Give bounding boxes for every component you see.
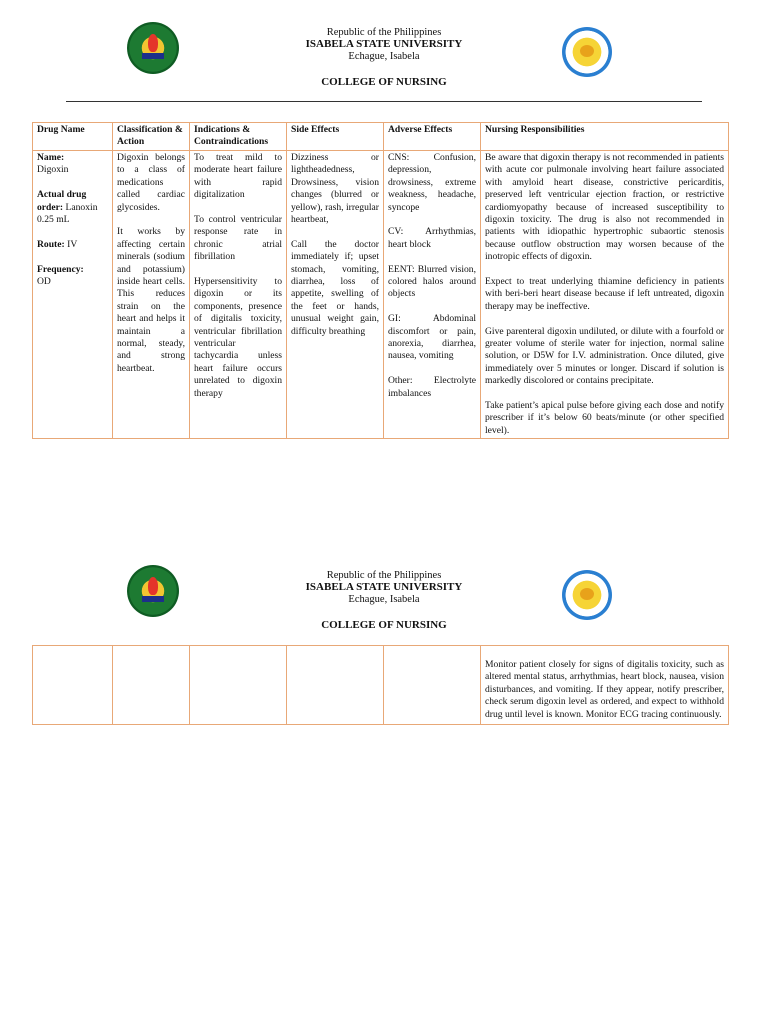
letterhead: [0, 543, 768, 643]
cell-adverse-effects: CNS: Confusion, depression, drowsiness, extreme weakness, headache, syncope CV: Arrhythmias, heart block EENT: Blurred vision, colored halos around objects GI: Abdominal discomfort or pain, anorexia, diarrhea, nausea, vomiting Other: Electrolyte imbalances: [384, 151, 481, 439]
cell-classification: [113, 646, 190, 725]
college-seal-icon: [562, 27, 612, 77]
college-seal-icon: [562, 570, 612, 620]
cell-indications: [190, 646, 287, 725]
republic-line: Republic of the Philippines: [326, 570, 442, 581]
col-drug-name: Drug Name: [33, 123, 113, 151]
university-name: ISABELA STATE UNIVERSITY: [305, 38, 463, 50]
col-adverse-effects: Adverse Effects: [384, 123, 481, 151]
cell-drug-name: [33, 646, 113, 725]
cell-classification: Digoxin belongs to a class of medications called cardiac glycosides. It works by affecting certain minerals (sodium and potassium) inside heart cells. This reduces strain on the heart and helps it maintain a normal, steady, and strong heartbeat.: [113, 151, 190, 439]
college-name: COLLEGE OF NURSING: [321, 76, 447, 88]
drug-order-field: Actual drug order: Lanoxin 0.25 mL: [37, 189, 98, 226]
col-indications: Indications & Contraindications: [190, 123, 287, 151]
location-line: Echague, Isabela: [348, 594, 420, 605]
location-line: Echague, Isabela: [348, 51, 420, 62]
document-page-1: [0, 0, 768, 436]
drug-name-field: Name: Digoxin: [37, 152, 69, 176]
cell-nursing: Monitor patient closely for signs of digitalis toxicity, such as altered mental status, arrhythmias, heart block, nausea, vision disturbances, and vomiting. If they appear, notify prescriber, check serum digoxin level as ordered, and expect to withhold drug until level is known. Monitor ECG tracing continuously.: [481, 646, 729, 725]
republic-line: Republic of the Philippines: [326, 27, 442, 38]
cell-indications: To treat mild to moderate heart failure with rapid digitalization To control ventricular response rate in chronic atrial fibrillation Hypersensitivity to digoxin or its components, presence of digitalis toxicity, ventricular fibrillation ventricular tachycardia unless heart failure occurs unrelated to digoxin therapy: [190, 151, 287, 439]
header-divider: [66, 101, 702, 102]
table-row: [33, 151, 729, 439]
col-side-effects: Side Effects: [287, 123, 384, 151]
college-name: COLLEGE OF NURSING: [321, 619, 447, 631]
cell-side-effects: Dizziness or lightheadedness, Drowsiness, vision changes (blurred or yellow), rash, irregular heartbeat, Call the doctor immediately if; upset stomach, vomiting, diarrhea, loss of appetite, swelling of the feet or hands, unusual weight gain, difficulty breathing: [287, 151, 384, 439]
col-classification: Classification & Action: [113, 123, 190, 151]
drug-study-table-continued: [32, 645, 729, 725]
col-nursing: Nursing Responsibilities: [481, 123, 729, 151]
table-header-row: [33, 123, 729, 151]
cell-drug-name: [33, 151, 113, 439]
frequency-field: Frequency: OD: [37, 263, 84, 288]
cell-adverse-effects: [384, 646, 481, 725]
document-page-2: [0, 543, 768, 720]
university-name: ISABELA STATE UNIVERSITY: [305, 581, 463, 593]
letterhead: [0, 0, 768, 100]
table-row: [33, 646, 729, 725]
drug-study-table: [32, 122, 729, 439]
cell-nursing: Be aware that digoxin therapy is not recommended in patients with acute cor pulmonale involving heart failure associated with amyloid heart disease, constrictive pericarditis, preserved left ventricular ejection fraction, or restrictive cardiomyopathy because of increased susceptibility to digoxin toxicity. The drug is also not recommended in patients with idiopathic hypertrophic subaortic stenosis because outflow obstruction may worsen because of the inotropic effects of digoxin. Expect to treat underlying thiamine deficiency in patients with beri-beri heart disease because if left untreated, digoxin therapy may be ineffective. Give parenteral digoxin undiluted, or dilute with a fourfold or greater volume of sterile water for injection, normal saline solution, or D5W for I.V. administration. Once diluted, give immediately over 5 minutes or longer. Discard if solution is markedly discolored or contains precipitate. Take patient’s apical pulse before giving each dose and notify prescriber if it’s below 60 beats/minute (or other specified level).: [481, 151, 729, 439]
cell-side-effects: [287, 646, 384, 725]
route-field: Route: IV: [37, 238, 78, 250]
